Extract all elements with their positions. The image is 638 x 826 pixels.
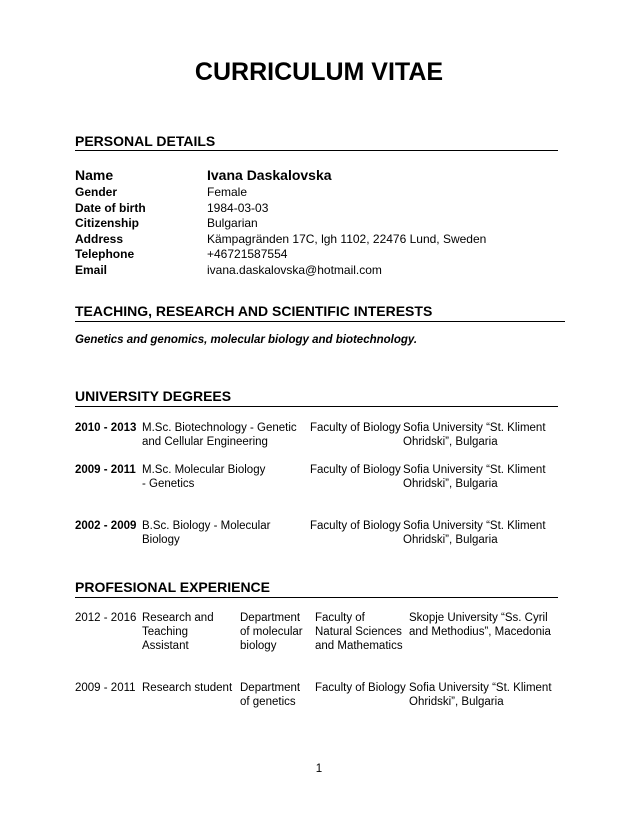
personal-label: Gender [75,185,118,199]
personal-value: +46721587554 [207,247,288,261]
experience-department: Department of molecular biology [240,612,303,652]
degree-years: 2009 - 2011 [75,464,136,476]
personal-row-date-of-birth [75,201,486,217]
personal-label: Name [75,167,114,183]
degree-title: M.Sc. Molecular Biology - Genetics [142,464,266,490]
degree-university: Sofia University “St. Kliment Ohridski”, Bulgaria [403,464,546,490]
personal-label: Citizenship [75,216,140,230]
experience-faculty: Faculty of Biology [315,682,406,694]
personal-label: Telephone [75,247,135,261]
experience-university: Skopje University “Ss. Cyril and Methodius”, Macedonia [409,612,551,638]
degree-title: B.Sc. Biology - Molecular Biology [142,520,271,546]
experience-position: Research student [142,682,233,694]
degree-university: Sofia University “St. Kliment Ohridski”, Bulgaria [403,422,546,448]
experience-department: Department of genetics [240,682,301,708]
personal-value: Kämpagränden 17C, lgh 1102, 22476 Lund, Sweden [207,231,487,246]
personal-details-heading: PERSONAL DETAILS [75,133,558,151]
interests-heading: TEACHING, RESEARCH AND SCIENTIFIC INTERESTS [75,303,565,322]
degree-university: Sofia University “St. Kliment Ohridski”, Bulgaria [403,520,546,546]
personal-row-gender [75,185,486,201]
experience-position: Research and Teaching Assistant [142,612,214,652]
experience-university: Sofia University “St. Kliment Ohridski”, Bulgaria [409,682,552,708]
degree-faculty: Faculty of Biology [310,422,401,434]
experience-faculty: Faculty of Natural Sciences and Mathematics [315,612,403,652]
professional-experience-heading: PROFESIONAL EXPERIENCE [75,579,558,598]
personal-row-citizenship [75,216,486,232]
personal-label: Date of birth [75,200,146,215]
degree-faculty: Faculty of Biology [310,520,401,532]
interests-text: Genetics and genomics, molecular biology and biotechnology. [75,334,418,346]
personal-value: ivana.daskalovska@hotmail.com [207,262,382,277]
personal-value: Female [207,185,248,199]
experience-years: 2009 - 2011 [75,682,136,694]
personal-details-table [75,166,486,278]
personal-row-telephone [75,247,486,263]
personal-label: Address [75,231,124,246]
personal-label: Email [75,262,108,277]
university-degrees-heading: UNIVERSITY DEGREES [75,388,558,407]
personal-row-name [75,166,486,184]
document-title: CURRICULUM VITAE [194,58,444,86]
personal-value: Bulgarian [207,216,258,230]
personal-value: 1984-03-03 [207,200,269,215]
degree-years: 2010 - 2013 [75,422,137,434]
experience-years: 2012 - 2016 [75,612,137,624]
page-number: 1 [315,763,323,775]
personal-value: Ivana Daskalovska [207,167,332,183]
personal-row-email [75,263,486,279]
degree-faculty: Faculty of Biology [310,464,401,476]
personal-row-address [75,232,486,248]
degree-years: 2002 - 2009 [75,520,137,532]
degree-title: M.Sc. Biotechnology - Genetic and Cellular Engineering [142,422,297,448]
